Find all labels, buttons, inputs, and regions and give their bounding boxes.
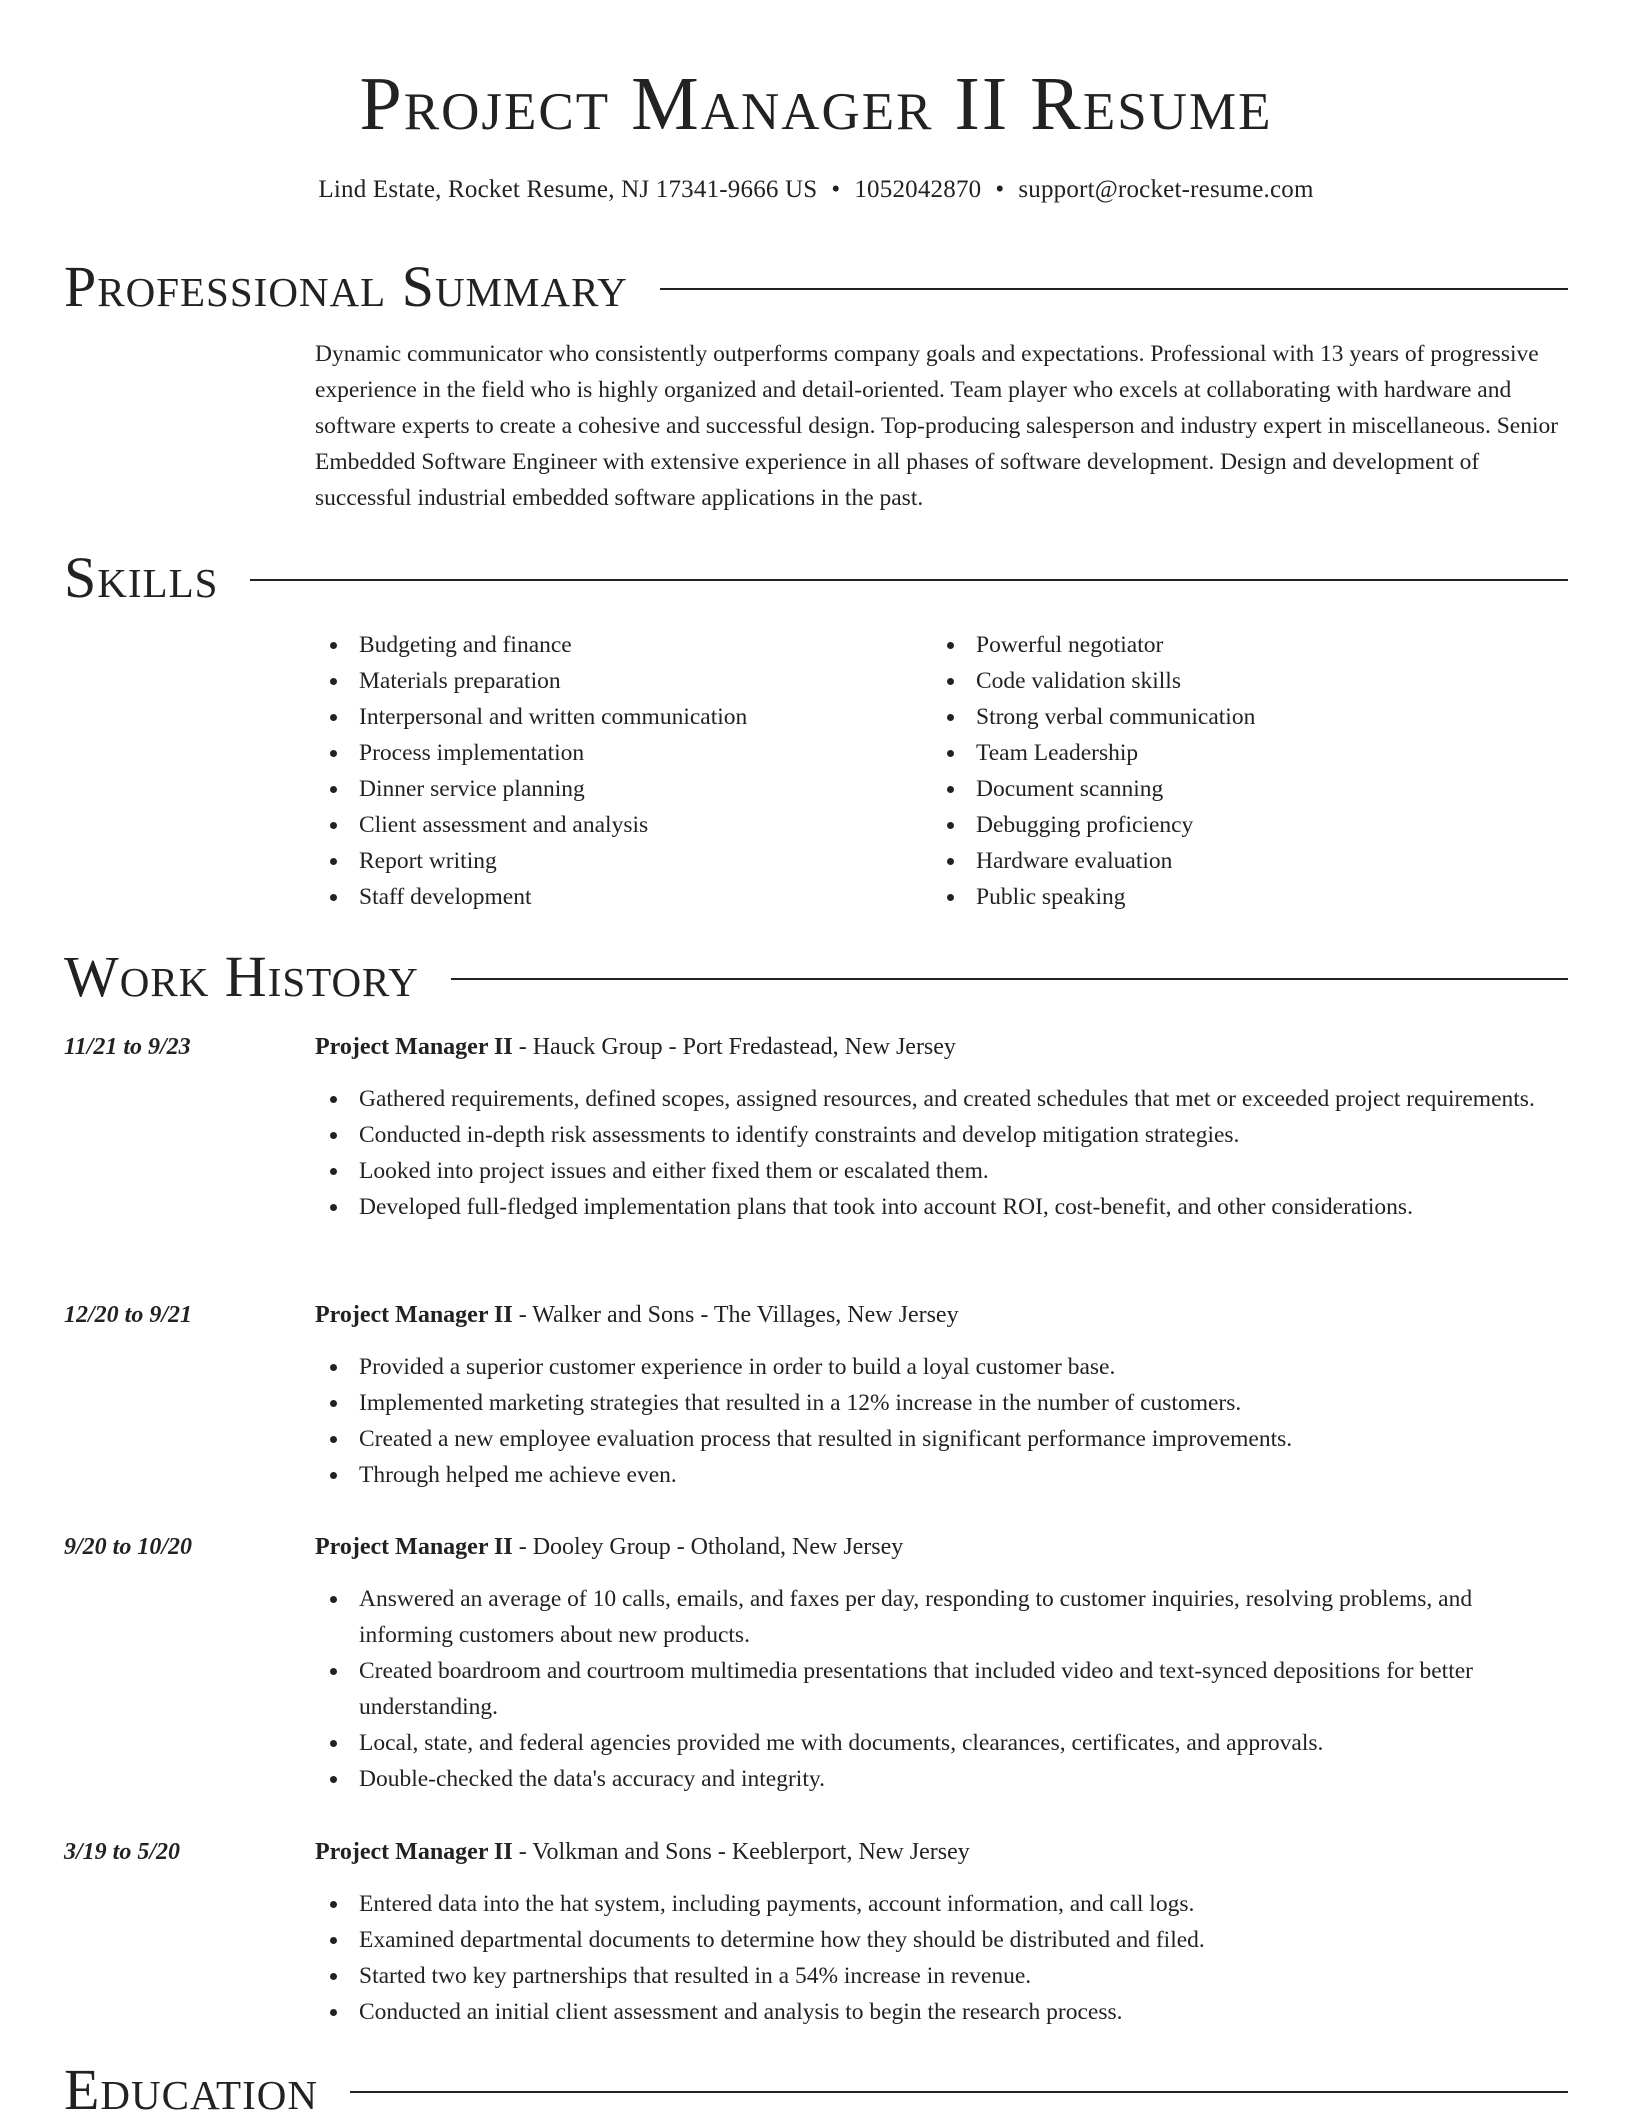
skill-item: Strong verbal communication <box>932 699 1549 735</box>
job-bullets <box>315 1349 1570 1493</box>
resume-title: Project Manager II Resume <box>359 62 1273 146</box>
job-role <box>315 1529 1570 1565</box>
section-divider <box>250 579 1568 581</box>
job-title: Project Manager II <box>315 1534 513 1560</box>
job-entry <box>64 1834 1570 2030</box>
contact-separator: • <box>831 176 841 203</box>
skill-item: Document scanning <box>932 771 1549 807</box>
job-dates: 12/20 to 9/21 <box>64 1302 193 1328</box>
job-bullet: Answered an average of 10 calls, emails, and faxes per day, responding to customer inquiries, resolving problems, and informing customers about new products. <box>315 1581 1570 1653</box>
job-dates: 9/20 to 10/20 <box>64 1534 193 1560</box>
job-entry <box>64 1529 1570 1797</box>
job-bullet: Started two key partnerships that resulted in a 54% increase in revenue. <box>315 1958 1570 1994</box>
skill-item: Hardware evaluation <box>932 843 1549 879</box>
job-bullet: Local, state, and federal agencies provided me with documents, clearances, certificates, and approvals. <box>315 1725 1570 1761</box>
job-bullet: Provided a superior customer experience in order to build a loyal customer base. <box>315 1349 1570 1385</box>
skill-item: Report writing <box>315 843 932 879</box>
job-bullet: Looked into project issues and either fixed them or escalated them. <box>315 1153 1570 1189</box>
skill-item: Staff development <box>315 879 932 915</box>
skill-item: Budgeting and finance <box>315 627 932 663</box>
job-bullet: Developed full-fledged implementation plans that took into account ROI, cost-benefit, and other considerations. <box>315 1189 1570 1225</box>
job-bullet: Conducted an initial client assessment and analysis to begin the research process. <box>315 1994 1570 2030</box>
skill-item: Process implementation <box>315 735 932 771</box>
skill-item: Powerful negotiator <box>932 627 1549 663</box>
job-employer: - Walker and Sons - The Villages, New Jersey <box>512 1302 959 1328</box>
job-bullet: Created a new employee evaluation process that resulted in significant performance improvements. <box>315 1421 1570 1457</box>
education-section-header <box>64 2055 1568 2125</box>
job-employer: - Hauck Group - Port Fredastead, New Jersey <box>512 1034 956 1060</box>
skill-item: Code validation skills <box>932 663 1549 699</box>
job-bullet: Created boardroom and courtroom multimedia presentations that included video and text-synced depositions for better understanding. <box>315 1653 1570 1725</box>
skills-grid <box>315 627 1570 915</box>
contact-line <box>0 172 1632 208</box>
work-history-section-header <box>64 942 1568 1012</box>
job-bullet: Gathered requirements, defined scopes, assigned resources, and created schedules that met or exceeded project requirements. <box>315 1081 1570 1117</box>
skill-item: Interpersonal and written communication <box>315 699 932 735</box>
section-divider <box>660 288 1568 290</box>
job-bullet: Double-checked the data's accuracy and integrity. <box>315 1761 1570 1797</box>
contact-phone[interactable]: 1052042870 <box>854 176 982 203</box>
skill-item: Team Leadership <box>932 735 1549 771</box>
contact-address: Lind Estate, Rocket Resume, NJ 17341-9666 US <box>318 176 818 203</box>
job-dates: 3/19 to 5/20 <box>64 1839 181 1865</box>
skill-item: Materials preparation <box>315 663 932 699</box>
contact-separator: • <box>995 176 1005 203</box>
job-role <box>315 1029 1570 1065</box>
job-bullet: Conducted in-depth risk assessments to identify constraints and develop mitigation strategies. <box>315 1117 1570 1153</box>
summary-heading: Professional Summary <box>64 254 628 319</box>
job-bullet: Examined departmental documents to determine how they should be distributed and filed. <box>315 1922 1570 1958</box>
job-title: Project Manager II <box>315 1302 513 1328</box>
skill-item: Client assessment and analysis <box>315 807 932 843</box>
job-entry <box>64 1029 1570 1225</box>
job-title: Project Manager II <box>315 1839 513 1865</box>
job-role <box>315 1834 1570 1870</box>
skills-list-right <box>932 627 1549 915</box>
job-employer: - Volkman and Sons - Keeblerport, New Jersey <box>512 1839 970 1865</box>
job-bullets <box>315 1581 1570 1797</box>
summary-section-header <box>64 252 1568 322</box>
job-title: Project Manager II <box>315 1034 513 1060</box>
section-divider <box>451 978 1568 980</box>
job-dates: 11/21 to 9/23 <box>64 1034 191 1060</box>
education-heading: Education <box>64 2057 318 2122</box>
job-bullet: Through helped me achieve even. <box>315 1457 1570 1493</box>
job-bullet: Implemented marketing strategies that resulted in a 12% increase in the number of customers. <box>315 1385 1570 1421</box>
skills-section-header <box>64 543 1568 613</box>
summary-text: Dynamic communicator who consistently outperforms company goals and expectations. Professional with 13 years of progressive experience in the field who is highly organized and detail-oriented. Team player who excels at collaborating with hardware and software experts to create a cohesive and successful design. Top-producing salesperson and industry expert in miscellaneous. Senior Embedded Software Engineer with extensive experience in all phases of software development. Design and development of successful industrial embedded software applications in the past. <box>315 341 1559 511</box>
section-divider <box>350 2091 1568 2093</box>
job-bullets <box>315 1886 1570 2030</box>
job-bullet: Entered data into the hat system, including payments, account information, and call logs. <box>315 1886 1570 1922</box>
skill-item: Public speaking <box>932 879 1549 915</box>
contact-email[interactable]: support@rocket-resume.com <box>1018 176 1314 203</box>
skills-list-left <box>315 627 932 915</box>
job-role <box>315 1297 1570 1333</box>
skills-heading: Skills <box>64 545 219 610</box>
skill-item: Debugging proficiency <box>932 807 1549 843</box>
skill-item: Dinner service planning <box>315 771 932 807</box>
job-entry <box>64 1297 1570 1493</box>
job-bullets <box>315 1081 1570 1225</box>
job-employer: - Dooley Group - Otholand, New Jersey <box>512 1534 904 1560</box>
work-history-heading: Work History <box>64 944 419 1009</box>
